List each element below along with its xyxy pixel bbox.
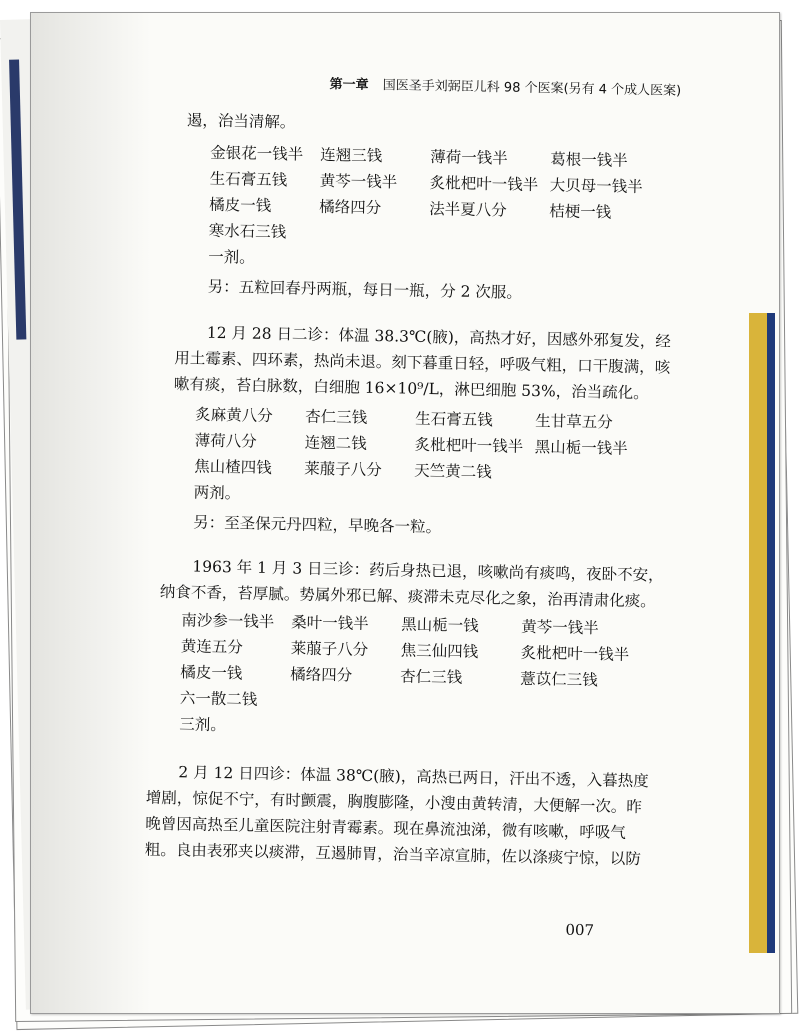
herb: 炙麻黄八分: [195, 405, 273, 426]
herb: 黑山栀一钱: [401, 615, 479, 636]
visit-3-line: 1963 年 1 月 3 日三诊：药后身热已退，咳嗽尚有痰鸣，夜卧不安，: [192, 557, 664, 585]
herb: 橘皮一钱: [180, 663, 243, 683]
herb: 黄芩一钱半: [521, 617, 599, 638]
herb: 焦山楂四钱: [194, 457, 272, 478]
herb: 生石膏五钱: [209, 169, 288, 190]
herb: 薄荷一钱半: [430, 148, 508, 168]
visit-3-line: 纳食不香，苔厚腻。势属外邪已解、痰滞未克尽化之象，治再清肃化痰。: [159, 582, 656, 611]
herb: 寒水石三钱: [208, 221, 287, 242]
herb: 生甘草五分: [535, 412, 613, 432]
herb: 葛根一钱半: [550, 150, 628, 170]
herb: 生石膏五钱: [415, 409, 493, 430]
running-header: [329, 73, 681, 99]
page-number: 007: [565, 920, 595, 940]
herb: 法半夏八分: [429, 200, 507, 220]
herb: 杏仁三钱: [305, 407, 368, 427]
herb: 薄荷八分: [194, 431, 257, 451]
herb: 橘络四分: [319, 197, 382, 218]
herb: 连翘三钱: [320, 145, 383, 166]
visit-4-line: 晚曾因高热至儿童医院注射青霉素。现在鼻流浊涕，微有咳嗽，呼吸气: [145, 814, 626, 842]
herb: 桑叶一钱半: [291, 613, 369, 633]
herb: 黄芩一钱半: [319, 171, 398, 192]
herb: 莱菔子八分: [290, 639, 369, 659]
visit-2-line: 嗽有痰，苔白脉数，白细胞 16×10⁹/L，淋巴细胞 53%，治当疏化。: [173, 375, 649, 403]
prescription-note: 另：至圣保元丹四粒，早晚各一粒。: [193, 513, 442, 537]
herb: 橘皮一钱: [209, 195, 272, 215]
left-page-blue-band: [9, 60, 26, 340]
herb: 焦三仙四钱: [400, 641, 479, 662]
herb: 薏苡仁三钱: [520, 669, 598, 690]
page-content: [12, 5, 779, 1019]
herb: 炙枇杷叶一钱半: [520, 643, 630, 664]
book-page: [30, 12, 780, 1014]
prescription-dose: 三剂。: [179, 715, 226, 735]
herb: 炙枇杷叶一钱半: [429, 174, 539, 195]
chapter-label: 第一章: [329, 77, 369, 93]
prescription-note: 另：五粒回春丹两瓶，每日一瓶，分 2 次服。: [207, 277, 523, 302]
herb: 大贝母一钱半: [549, 176, 643, 197]
visit-4-line: 2 月 12 日四诊：体温 38℃(腋)，高热已两日，汗出不透，入暮热度: [178, 763, 649, 791]
first-visit-tail: 遏，治当清解。: [186, 111, 296, 132]
herb: 杏仁三钱: [400, 667, 463, 687]
herb: 炙枇杷叶一钱半: [414, 435, 524, 456]
visit-4-line: 增剧，惊促不宁，有时颤震，胸腹膨隆，小溲由黄转清，大便解一次。昨: [145, 788, 642, 817]
prescription-dose: 一剂。: [208, 247, 255, 267]
herb: 莱菔子八分: [304, 459, 382, 480]
herb: 南沙参一钱半: [181, 611, 275, 632]
herb: 金银花一钱半: [210, 143, 304, 164]
herb: 桔梗一钱: [549, 202, 612, 222]
herb: 天竺黄二钱: [414, 461, 492, 482]
herb: 橘络四分: [290, 665, 353, 685]
visit-4-line: 粗。良由表邪夹以痰滞，互遏肺胃，治当辛凉宣肺，佐以涤痰宁惊，以防: [144, 840, 641, 869]
visit-2-line: 用土霉素、四环素，热尚未退。刻下暮重日轻，呼吸气粗，口干腹满，咳: [174, 349, 671, 377]
herb: 黄连五分: [180, 637, 243, 657]
herb: 六一散二钱: [179, 689, 258, 709]
prescription-dose: 两剂。: [193, 483, 241, 503]
visit-2-line: 12 月 28 日二诊：体温 38.3℃(腋)，高热才好，因感外邪复发，经: [206, 323, 672, 351]
chapter-title: 国医圣手刘弼臣儿科 98 个医案(另有 4 个成人医案): [382, 78, 682, 99]
herb: 连翘二钱: [304, 433, 367, 453]
herb: 黑山栀一钱半: [534, 438, 628, 458]
